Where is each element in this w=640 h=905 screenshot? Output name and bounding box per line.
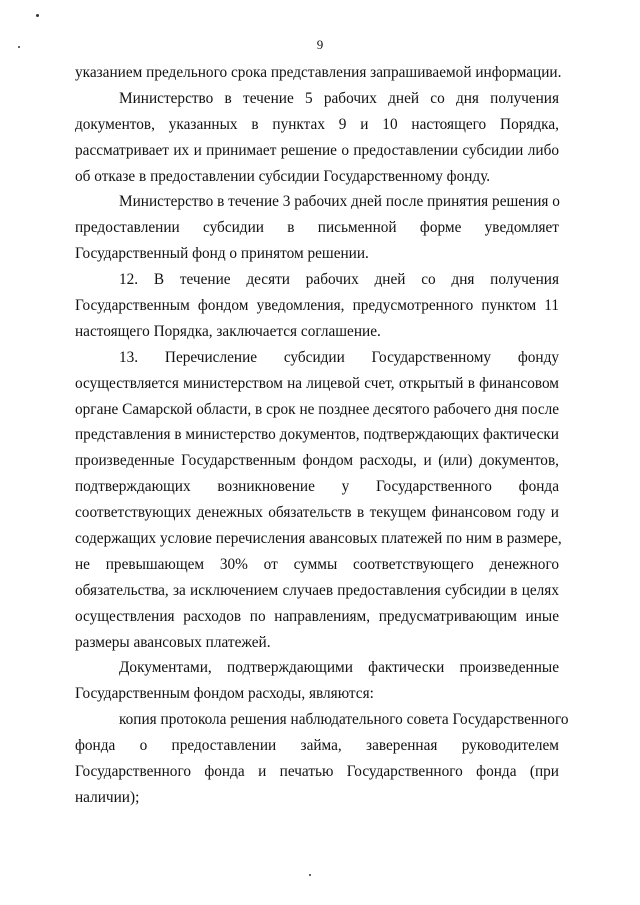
- text-line: об отказе в предоставлении субсидии Государственному фонду.: [75, 167, 491, 185]
- text-line: произведенные Государственным фондом расходы, и (или) документов,: [75, 452, 559, 470]
- text-line: осуществляется министерством на лицевой счет, открытый в финансовом: [75, 374, 559, 392]
- text-line: наличии);: [75, 788, 140, 806]
- scan-mark-dot: [309, 874, 311, 876]
- document-body: [75, 60, 569, 811]
- page-number: 9: [316, 37, 324, 52]
- text-line: содержащих условие перечисления авансовых платежей по ним в размере,: [75, 530, 562, 548]
- text-line: копия протокола решения наблюдательного совета Государственного: [119, 711, 569, 729]
- text-line: не превышающем 30% от суммы соответствующего денежного: [75, 555, 559, 573]
- text-line: Государственным фондом расходы, являются:: [75, 685, 374, 703]
- text-line: Министерство в течение 3 рабочих дней после принятия решения о: [119, 193, 560, 211]
- text-line: Государственный фонд о принятом решении.: [75, 245, 369, 263]
- text-line: обязательства, за исключением случаев предоставления субсидии в целях: [75, 581, 559, 599]
- text-line: Государственным фондом уведомления, предусмотренного пунктом 11: [75, 297, 559, 315]
- text-line: Министерство в течение 5 рабочих дней со дня получения: [119, 89, 559, 107]
- text-line: указанием предельного срока представления запрашиваемой информации.: [75, 64, 562, 81]
- text-line: подтверждающих возникновение у Государственного фонда: [75, 478, 559, 496]
- text-line: органе Самарской области, в срок не позднее десятого рабочего дня после: [75, 400, 560, 418]
- scan-mark-dot: [36, 14, 39, 17]
- text-line: 12. В течение десяти рабочих дней со дня получения: [119, 271, 559, 289]
- text-line: соответствующих денежных обязательств в текущем финансовом году и: [75, 504, 559, 522]
- text-line: предоставлении субсидии в письменной форме уведомляет: [75, 219, 559, 237]
- text-line: рассматривает их и принимает решение о предоставлении субсидии либо: [75, 141, 559, 159]
- text-line: Государственного фонда и печатью Государственного фонда (при: [75, 763, 559, 781]
- text-line: фонда о предоставлении займа, заверенная руководителем: [75, 737, 559, 755]
- text-line: документов, указанных в пунктах 9 и 10 настоящего Порядка,: [75, 115, 559, 133]
- text-line: представления в министерство документов, подтверждающих фактически: [75, 426, 559, 444]
- text-line: Документами, подтверждающими фактически произведенные: [119, 659, 559, 677]
- text-line: 13. Перечисление субсидии Государственному фонду: [119, 348, 559, 366]
- text-line: осуществления расходов по направлениям, предусматривающим иные: [75, 607, 559, 625]
- text-line: размеры авансовых платежей.: [75, 633, 271, 651]
- text-line: настоящего Порядка, заключается соглашение.: [75, 322, 381, 340]
